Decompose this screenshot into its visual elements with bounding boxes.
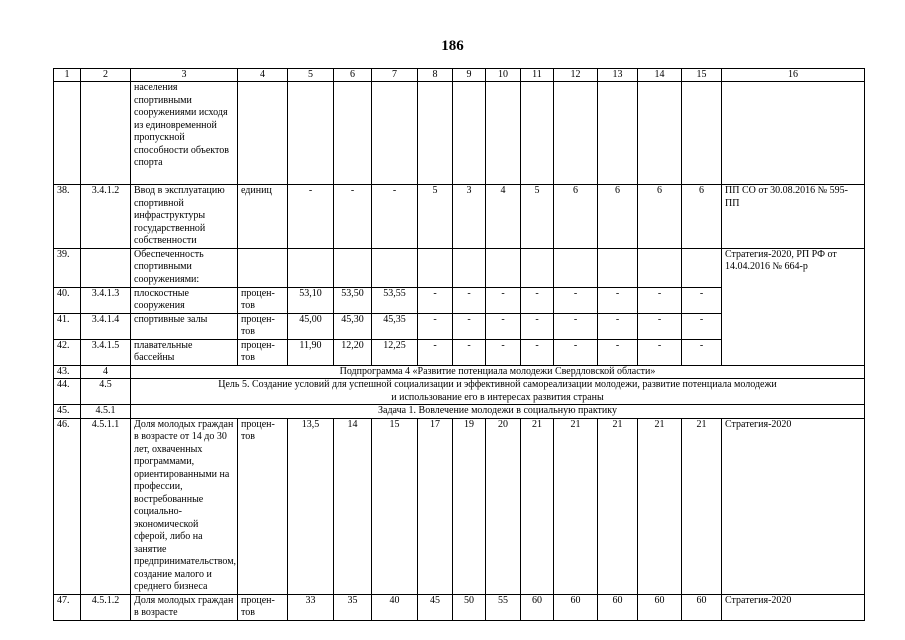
value-cell: 15 (372, 418, 418, 594)
header-cell: 6 (334, 69, 372, 82)
value-cell: 17 (418, 418, 453, 594)
value-cell: 60 (598, 594, 638, 620)
table-row (54, 365, 865, 379)
row-code: 4.5.1.2 (81, 594, 131, 620)
row-code: 3.4.1.2 (81, 185, 131, 249)
value-cell: - (598, 287, 638, 313)
row-unit: процен-тов (238, 418, 288, 594)
value-cell: 21 (554, 418, 598, 594)
table-row (54, 185, 865, 249)
value-cell: 6 (682, 185, 722, 249)
value-cell: 53,10 (288, 287, 334, 313)
header-cell: 9 (453, 69, 486, 82)
value-cell: 45,35 (372, 313, 418, 339)
value-cell: - (598, 339, 638, 365)
value-cell: 60 (682, 594, 722, 620)
row-number: 47. (54, 594, 81, 620)
value-cell: - (288, 185, 334, 249)
row-number (54, 82, 81, 185)
value-cell: - (521, 339, 554, 365)
goal-text-line1: Цель 5. Создание условий для успешной социализации и эффективной самореализации молодежи, развитие потенциала молодежи (218, 379, 777, 390)
value-cell: - (418, 313, 453, 339)
value-cell: - (638, 339, 682, 365)
row-unit: процен-тов (238, 339, 288, 365)
row-name: Ввод в эксплуатацию спортивной инфраструктуры государственной собственности (131, 185, 238, 249)
header-cell: 5 (288, 69, 334, 82)
value-cell: 53,55 (372, 287, 418, 313)
row-source (722, 82, 865, 185)
value-cell: - (682, 287, 722, 313)
row-source: Стратегия-2020, РП РФ от 14.04.2016 № 664-р (722, 248, 865, 365)
value-cell: - (486, 313, 521, 339)
value-cell: - (682, 313, 722, 339)
row-number: 41. (54, 313, 81, 339)
header-row (54, 69, 865, 82)
row-name: спортивные залы (131, 313, 238, 339)
value-cell: 6 (554, 185, 598, 249)
value-cell: 6 (598, 185, 638, 249)
header-cell: 8 (418, 69, 453, 82)
row-code: 3.4.1.4 (81, 313, 131, 339)
row-code: 3.4.1.5 (81, 339, 131, 365)
table-row (54, 82, 865, 185)
value-cell: 45,00 (288, 313, 334, 339)
row-number: 38. (54, 185, 81, 249)
header-cell: 1 (54, 69, 81, 82)
value-cell: - (521, 313, 554, 339)
value-cell: 45 (418, 594, 453, 620)
value-cell: 3 (453, 185, 486, 249)
value-cell: 20 (486, 418, 521, 594)
header-cell: 4 (238, 69, 288, 82)
row-name: Обеспеченность спортивными сооружениями: (131, 248, 238, 287)
value-cell: 13,5 (288, 418, 334, 594)
value-cell: - (521, 287, 554, 313)
value-cell: - (486, 339, 521, 365)
row-number: 39. (54, 248, 81, 287)
value-cell: - (453, 339, 486, 365)
value-cell: - (372, 185, 418, 249)
subprogram-heading: Подпрограмма 4 «Развитие потенциала молодежи Свердловской области» (131, 365, 865, 379)
value-cell: - (554, 313, 598, 339)
row-code: 3.4.1.3 (81, 287, 131, 313)
value-cell: 21 (598, 418, 638, 594)
row-unit: процен-тов (238, 287, 288, 313)
value-cell: 60 (638, 594, 682, 620)
row-code: 4.5.1 (81, 405, 131, 419)
value-cell: 45,30 (334, 313, 372, 339)
value-cell: - (453, 287, 486, 313)
value-cell: 40 (372, 594, 418, 620)
value-cell: 12,20 (334, 339, 372, 365)
row-unit (238, 82, 288, 185)
value-cell: - (638, 287, 682, 313)
row-number: 46. (54, 418, 81, 594)
value-cell: 19 (453, 418, 486, 594)
row-code (81, 248, 131, 287)
row-unit: процен-тов (238, 313, 288, 339)
row-unit (238, 248, 288, 287)
header-cell: 16 (722, 69, 865, 82)
row-name: населения спортивными сооружениями исходя из единовременной пропускной способности объектов спорта (131, 82, 238, 185)
row-number: 40. (54, 287, 81, 313)
value-cell: - (334, 185, 372, 249)
header-cell: 2 (81, 69, 131, 82)
row-number: 43. (54, 365, 81, 379)
goal-text-line2: и использование его в интересах развития страны (391, 391, 604, 403)
row-name: Доля молодых граждан в возрасте (131, 594, 238, 620)
header-cell: 14 (638, 69, 682, 82)
value-cell: 55 (486, 594, 521, 620)
header-cell: 11 (521, 69, 554, 82)
row-source: Стратегия-2020 (722, 594, 865, 620)
value-cell: 21 (638, 418, 682, 594)
value-cell: - (453, 313, 486, 339)
row-number: 42. (54, 339, 81, 365)
value-cell: 11,90 (288, 339, 334, 365)
table-row (54, 405, 865, 419)
value-cell: - (418, 287, 453, 313)
row-code: 4.5 (81, 379, 131, 405)
header-cell: 12 (554, 69, 598, 82)
row-name: Доля молодых граждан в возрасте от 14 до 30 лет, охваченных программами, ориентированными на профессии, востребованные социально-экономической сферой, либо на занятие предпринимательством, создание малого и среднего бизнеса (131, 418, 238, 594)
header-cell: 7 (372, 69, 418, 82)
indicators-table (53, 68, 865, 621)
value-cell: - (598, 313, 638, 339)
row-name: плавательные бассейны (131, 339, 238, 365)
value-cell: - (554, 287, 598, 313)
row-code: 4.5.1.1 (81, 418, 131, 594)
row-code (81, 82, 131, 185)
value-cell: 60 (521, 594, 554, 620)
value-cell: 5 (521, 185, 554, 249)
value-cell: - (554, 339, 598, 365)
page-number: 186 (441, 38, 464, 54)
value-cell: 14 (334, 418, 372, 594)
table-row (54, 379, 865, 405)
row-number: 44. (54, 379, 81, 405)
value-cell: - (682, 339, 722, 365)
value-cell: - (486, 287, 521, 313)
row-source: ПП СО от 30.08.2016 № 595-ПП (722, 185, 865, 249)
table-row (54, 594, 865, 620)
value-cell: 53,50 (334, 287, 372, 313)
value-cell: 21 (521, 418, 554, 594)
value-cell: 21 (682, 418, 722, 594)
header-cell: 13 (598, 69, 638, 82)
row-source: Стратегия-2020 (722, 418, 865, 594)
row-number: 45. (54, 405, 81, 419)
row-code: 4 (81, 365, 131, 379)
table-row (54, 248, 865, 287)
value-cell: 6 (638, 185, 682, 249)
value-cell: 33 (288, 594, 334, 620)
header-cell: 3 (131, 69, 238, 82)
table-row (54, 418, 865, 594)
goal-heading (131, 379, 865, 405)
value-cell: 4 (486, 185, 521, 249)
value-cell: - (418, 339, 453, 365)
value-cell: 50 (453, 594, 486, 620)
row-name: плоскостные сооружения (131, 287, 238, 313)
value-cell: - (638, 313, 682, 339)
value-cell: 60 (554, 594, 598, 620)
header-cell: 10 (486, 69, 521, 82)
row-unit: единиц (238, 185, 288, 249)
value-cell: 12,25 (372, 339, 418, 365)
task-heading: Задача 1. Вовлечение молодежи в социальную практику (131, 405, 865, 419)
header-cell: 15 (682, 69, 722, 82)
row-unit: процен-тов (238, 594, 288, 620)
value-cell: 35 (334, 594, 372, 620)
value-cell: 5 (418, 185, 453, 249)
